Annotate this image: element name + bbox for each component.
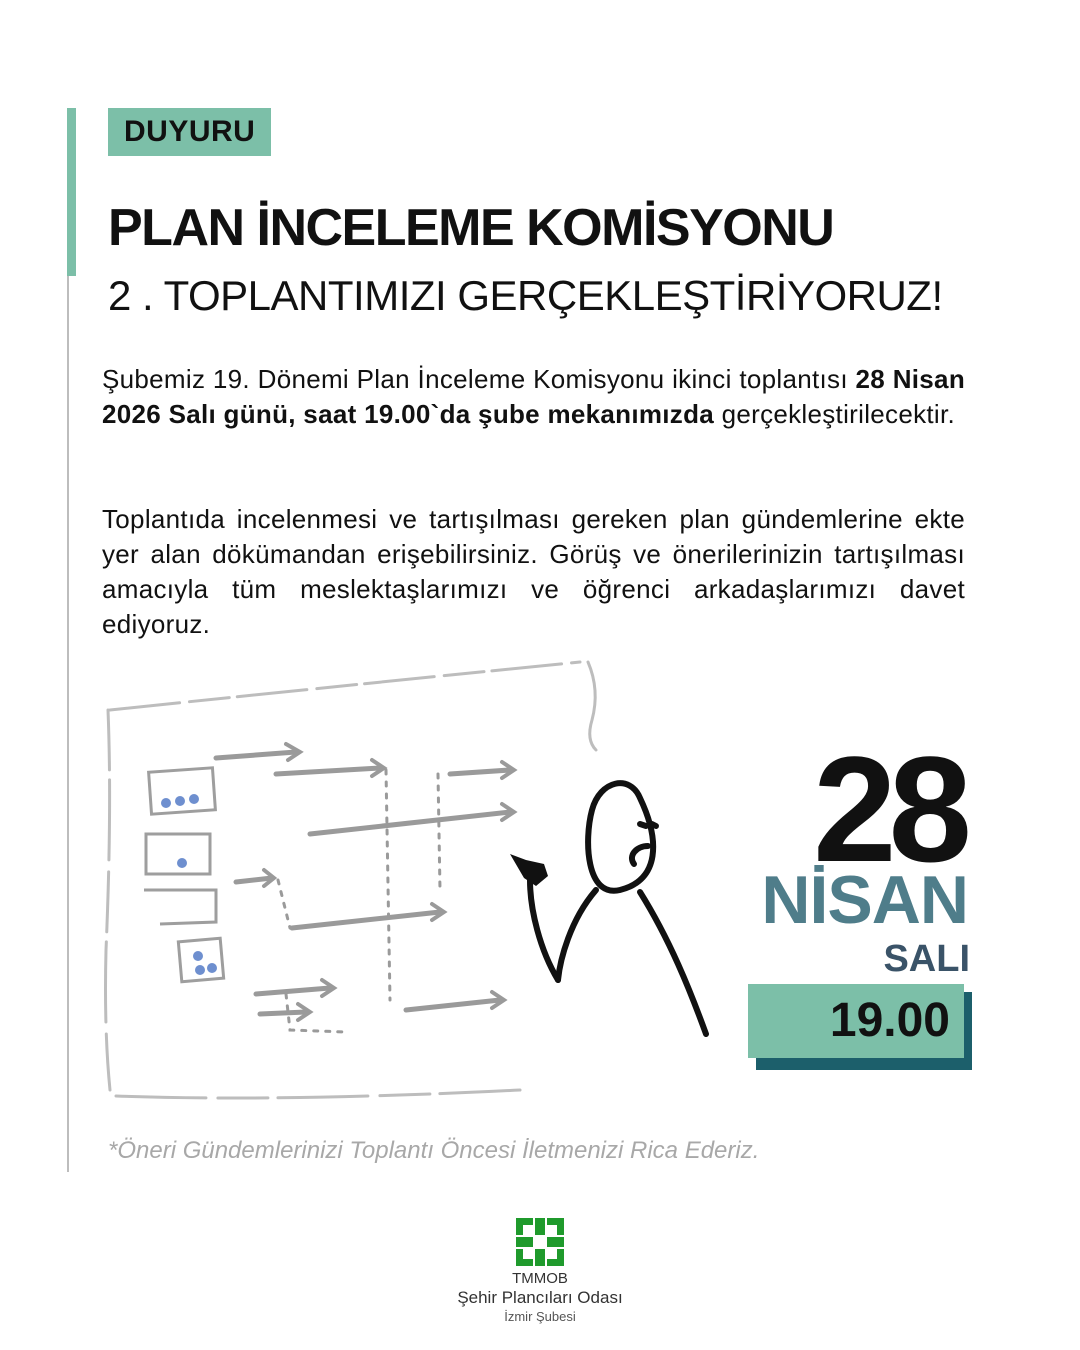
paragraph-1-text-b: gerçekleştirilecektir. [714, 399, 956, 429]
left-accent-bar [67, 108, 76, 276]
paragraph-invitation: Toplantıda incelenmesi ve tartışılması gereken plan gündemlerine ekte yer alan dökümandan erişebilirsiniz. Görüş ve önerilerinizin tartışılması amacıyla tüm meslektaşlarımızı ve öğrenci arkadaşlarımızı davet ediyoruz. [102, 504, 965, 639]
presenter-figure [530, 783, 706, 1034]
paragraph-meeting-info [102, 362, 965, 432]
title-line-2: 2 . TOPLANTIMIZI GERÇEKLEŞTİRİYORUZ! [108, 272, 943, 319]
org-logo [410, 1218, 670, 1325]
event-weekday: SALI [883, 938, 970, 980]
title-line-1: PLAN İNCELEME KOMİSYONU [108, 199, 834, 257]
pointing-hand [510, 854, 548, 886]
logo-org: TMMOB [512, 1270, 568, 1287]
announcement-badge: DUYURU [108, 108, 271, 156]
planners-chamber-logo-icon [516, 1218, 564, 1266]
logo-branch: İzmir Şubesi [504, 1309, 576, 1324]
event-month: NİSAN [761, 862, 968, 938]
whiteboard-illustration [100, 650, 740, 1110]
event-time: 19.00 [748, 984, 964, 1058]
diagram-dots [161, 794, 217, 975]
paragraph-1-bold: 28 Nisan 2026 Salı günü, saat 19.00`da şube mekanımızda [102, 364, 965, 429]
paragraph-1-text-a: Şubemiz 19. Dönemi Plan İnceleme Komisyonu ikinci toplantısı [102, 364, 856, 394]
whiteboard-frame [106, 662, 597, 1098]
logo-name: Şehir Plancıları Odası [457, 1288, 623, 1307]
footnote: *Öneri Gündemlerinizi Toplantı Öncesi İletmenizi Rica Ederiz. [108, 1137, 760, 1164]
event-day: 28 [813, 725, 964, 893]
diagram-arrows [216, 744, 514, 1020]
